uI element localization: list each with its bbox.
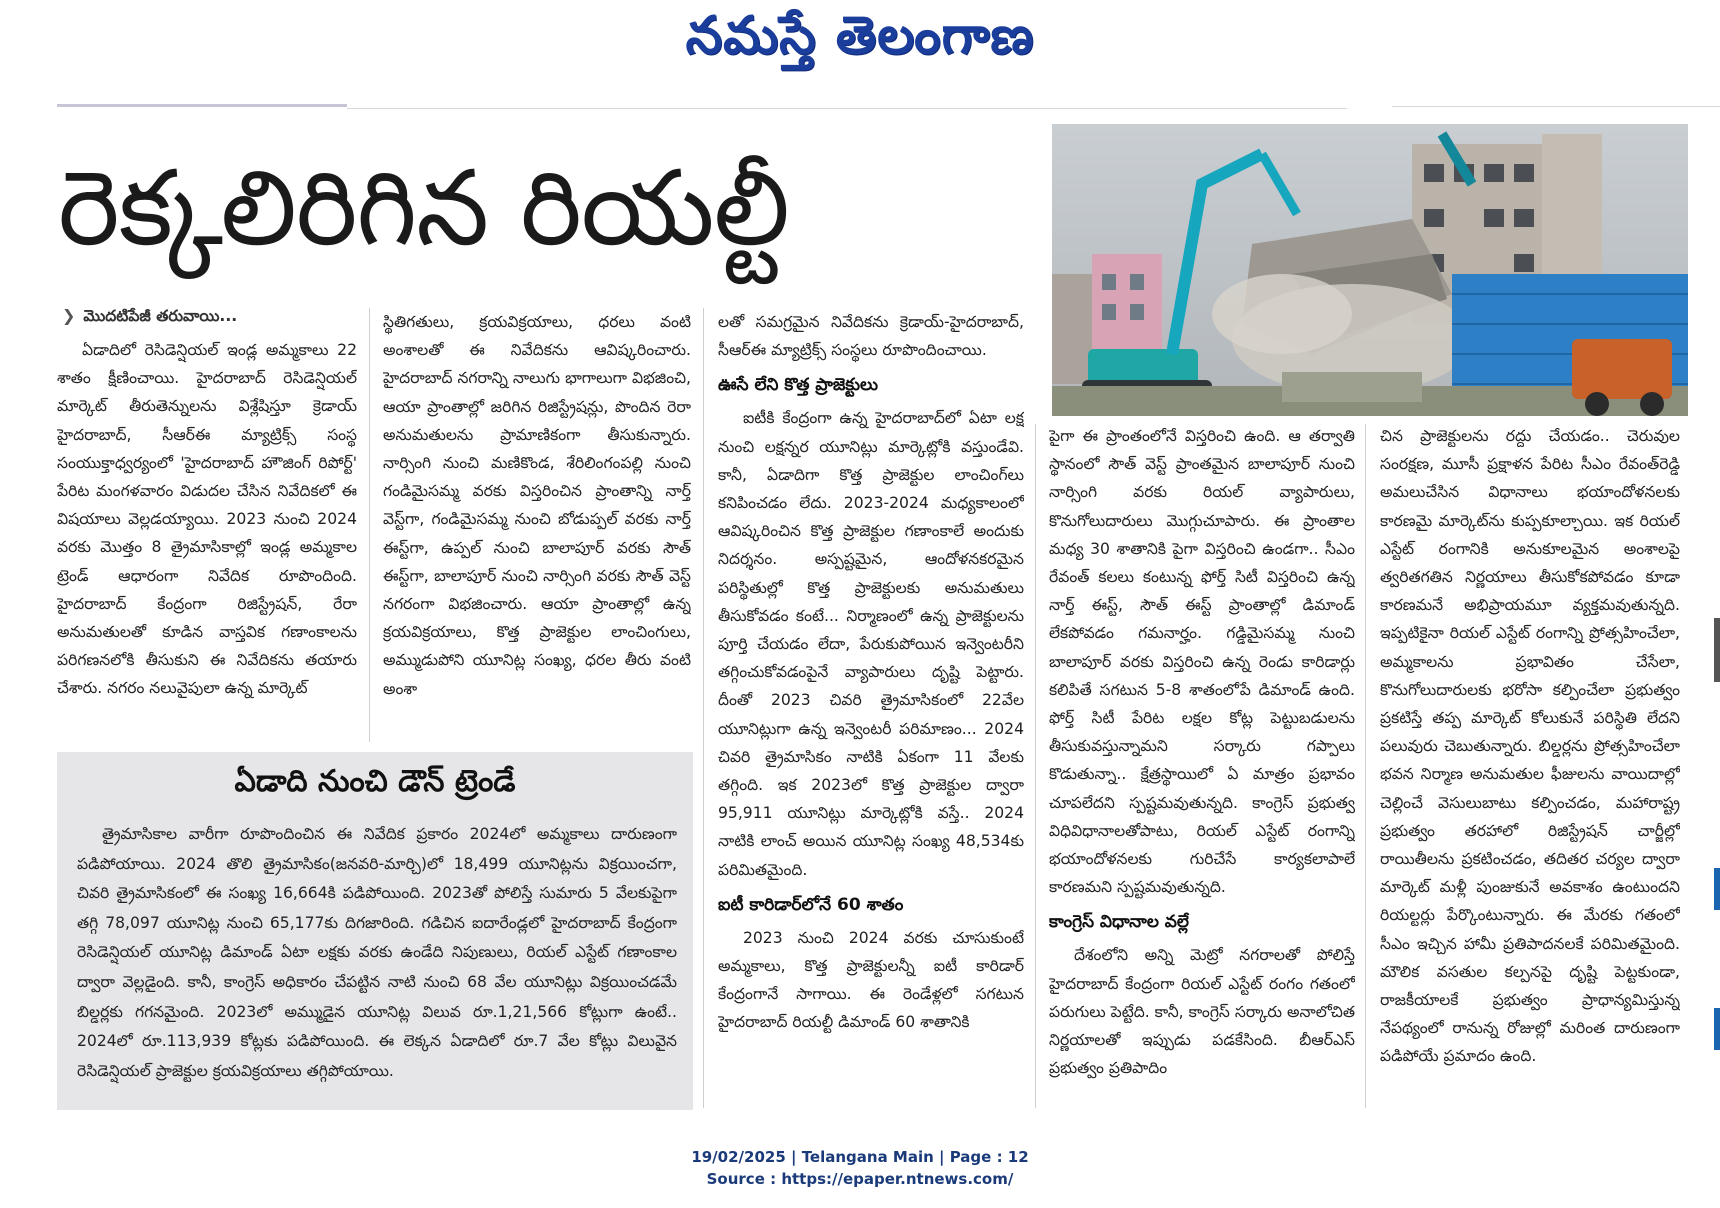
footer-source-link[interactable]: Source : https://epaper.ntnews.com/ [706,1170,1014,1188]
article-headline: రెక్కలిరిగిన రియల్టీ [58,147,789,269]
article-column-5 [1380,422,1680,1108]
masthead-rule-center [347,108,1347,109]
box-title: ఏడాది నుంచి డౌన్ ట్రెండే [234,764,516,799]
column-divider [369,308,370,742]
masthead-rule-right [1392,106,1720,107]
article-column-1 [57,336,357,740]
article-column-2 [383,308,691,740]
column-divider [1365,424,1366,1108]
column-divider [703,308,704,1108]
subheading: ఐటీ కారిడార్‌లోనే 60 శాతం [718,894,904,915]
column-divider [1035,424,1036,1108]
paragraph: పైగా ఈ ప్రాంతంలోనే విస్తరించి ఉంది. ఆ తర్వాతి స్థానంలో సౌత్ వెస్ట్ ప్రాంతమైన బాలాపూర్ నుంచి నార్సింగి వరకు రియల్ వ్యాపారులు, కొనుగోలుదారులు మొగ్గుచూపారు. ఈ ప్రాంతాల మధ్య 30 శాతానికి పైగా విస్తరించి ఉండగా.. సీఎం రేవంత్ కలలు కంటున్న ఫోర్త్ సిటీ విస్తరించి ఉన్న నార్త్ ఈస్ట్, సౌత్ ఈస్ట్ ప్రాంతాల్లో డిమాండ్ లేకపోవడం గమనార్హం. గడ్డిమైసమ్మ నుంచి బాలాపూర్ వరకు విస్తరించి ఉన్న రెండు కారిడార్లు కలిపితే సగటున 5-8 శాతంలోపే డిమాండ్ ఉంది. ఫోర్త్ సిటీ పేరిట లక్షల కోట్ల పెట్టుబడులను తీసుకువస్తున్నామని సర్కారు గప్పాలు కొడుతున్నా.. క్షేత్రస్థాయిలో ఏ మాత్రం ప్రభావం చూపలేదని స్పష్టమవుతున్నది. కాంగ్రెస్ ప్రభుత్వ విధివిధానాలతోపాటు, రియల్ ఎస్టేట్ రంగాన్ని భయాందోళనలకు గురిచేసే కార్యకలాపాలే కారణమని స్పష్టమవుతున్నది. [1049,427,1355,897]
box-body [77,820,677,1086]
paragraph: దేశంలోని అన్ని మెట్రో నగరాలతో పోలిస్తే హైదరాబాద్ కేంద్రంగా రియల్ ఎస్టేట్ రంగం గతంలో పరుగులు పెట్టేది. కానీ, కాంగ్రెస్ సర్కారు అనాలోచిత నిర్ణయాలతో ఇప్పుడు పడకేసింది. బీఆర్ఎస్ ప్రభుత్వం ప్రతిపాదిం [1049,946,1355,1078]
sidebar-box [57,752,693,1110]
masthead-logo: నమస్తే తెలంగాణ [685,6,1035,66]
kicker-text: మొదటిపేజీ తరువాయి... [83,307,238,325]
article-column-4 [1049,422,1355,1108]
subheading: ఊసే లేని కొత్త ప్రాజెక్టులు [718,375,878,396]
paragraph: ఏడాదిలో రెసిడెన్షియల్ ఇండ్ల అమ్మకాలు 22 శాతం క్షీణించాయి. హైదరాబాద్ రెసిడెన్షియల్ మార్కెట్ తీరుతెన్నులను విశ్లేషిస్తూ క్రెడాయ్ హైదరాబాద్, సీఆర్ఈ మ్యాట్రిక్స్ సంస్థ సంయుక్తాధ్వర్యంలో 'హైదరాబాద్ హౌజింగ్ రిపోర్ట్' పేరిట మంగళవారం విడుదల చేసిన నివేదికలో ఈ విషయాలు వెల్లడయ్యాయి. 2023 నుంచి 2024 వరకు మొత్తం 8 త్రైమాసికాల్లో ఇండ్ల అమ్మకాల ట్రెండ్ ఆధారంగా నివేదిక రూపొందింది. హైదరాబాద్ కేంద్రంగా రిజిస్ట్రేషన్, రేరా అనుమతులతో కూడిన వాస్తవిక గణాంకాలను పరిగణనలోకి తీసుకుని ఈ నివేదికను తయారు చేశారు. నగరం నలువైపులా ఉన్న మార్కెట్ [57,341,357,698]
edge-mark [1714,618,1720,682]
paragraph: చిన ప్రాజెక్టులను రద్దు చేయడం.. చెరువుల సంరక్షణ, మూసీ ప్రక్షాళన పేరిట సీఎం రేవంత్‌రెడ్డి అమలుచేసిన విధానాలు భయాందోళనలకు కారణమై మార్కెట్‌ను కుప్పకూల్చాయి. ఇక రియల్ ఎస్టేట్ రంగానికి అనుకూలమైన అంశాలపై త్వరితగతిన నిర్ణయాలు తీసుకోకపోవడం కూడా కారణమనే అభిప్రాయమూ వ్యక్తమవుతున్నది. ఇప్పటికైనా రియల్ ఎస్టేట్ రంగాన్ని ప్రోత్సహించేలా, అమ్మకాలను ప్రభావితం చేసేలా, కొనుగోలుదారులకు భరోసా కల్పించేలా ప్రభుత్వం ప్రకటిస్తే తప్ప మార్కెట్ కోలుకునే పరిస్థితి లేదని పలువురు చెబుతున్నారు. బిల్డర్లను ప్రోత్సహించేలా భవన నిర్మాణ అనుమతుల ఫీజులను వాయిదాల్లో చెల్లించే వెసులుబాటు కల్పించడం, మహారాష్ట్ర ప్రభుత్వం తరహాలో రిజిస్ట్రేషన్ చార్జీల్లో రాయితీలను ప్రకటించడం, తదితర చర్యల ద్వారా మార్కెట్ మళ్లీ పుంజుకునే అవకాశం ఉంటుందని రియల్టర్లు పేర్కొంటున్నారు. ఈ మేరకు గతంలో సీఎం ఇచ్చిన హామీ ప్రతిపాదనలకే పరిమితమైంది. మౌలిక వసతుల కల్పనపై దృష్టి పెట్టకుండా, రాజకీయాలకే ప్రభుత్వం ప్రాధాన్యమిస్తున్న నేపథ్యంలో రానున్న రోజుల్లో మరింత దారుణంగా పడిపోయే ప్రమాదం ఉంది. [1380,427,1680,1066]
continued-kicker [62,306,237,329]
paragraph: ఐటీకి కేంద్రంగా ఉన్న హైదరాబాద్‌లో ఏటా లక్ష నుంచి లక్షన్నర యూనిట్లు మార్కెట్లోకి వస్తుండేవి. కానీ, ఏడాదిగా కొత్త ప్రాజెక్టుల లాంచింగ్‌లు కనిపించడం లేదు. 2023-2024 మధ్యకాలంలో ఆవిష్కరించిన కొత్త ప్రాజెక్టుల గణాంకాలే అందుకు నిదర్శనం. అస్పష్టమైన, ఆందోళనకరమైన పరిస్థితుల్లో కొత్త ప్రాజెక్టులకు అనుమతులు తీసుకోవడం కంటే... నిర్మాణంలో ఉన్న ప్రాజెక్టులను పూర్తి చేయడం లేదా, పేరుకుపోయిన ఇన్వెంటరీని తగ్గించుకోవడంపైనే వ్యాపారులు దృష్టి పెట్టారు. దీంతో 2023 చివరి త్రైమాసికంలో 22వేల యూనిట్లుగా ఉన్న ఇన్వెంటరీ పరిమాణం... 2024 చివరి త్రైమాసికం నాటికి ఏకంగా 11 వేలకు తగ్గింది. ఇక 2023లో కొత్త ప్రాజెక్టుల ద్వారా 95,911 యూనిట్లు మార్కెట్లోకి వస్తే.. 2024 నాటికి లాంచ్ అయిన యూనిట్ల సంఖ్య 48,534కు పరిమితమైంది. [718,409,1024,879]
edge-mark [1714,1008,1720,1050]
edge-mark [1714,868,1720,910]
chevron-right-icon: ❯ [62,306,76,325]
page-footer [0,1146,1720,1190]
article-column-3 [718,308,1024,1108]
subheading: కాంగ్రెస్ విధానాల వల్లే [1049,912,1189,933]
paragraph: లతో సమగ్రమైన నివేదికను క్రెడాయ్-హైదరాబాద్, సీఆర్ఈ మ్యాట్రిక్స్ సంస్థలు రూపొందించాయి. [718,313,1024,360]
paragraph: స్థితిగతులు, క్రయవిక్రయాలు, ధరలు వంటి అంశాలతో ఈ నివేదికను ఆవిష్కరించారు. హైదరాబాద్ నగరాన్ని నాలుగు భాగాలుగా విభజించి, ఆయా ప్రాంతాల్లో జరిగిన రిజిస్ట్రేషన్లు, పొందిన రెరా అనుమతులను ప్రామాణికంగా తీసుకున్నారు. నార్సింగి నుంచి మణికొండ, శేరిలింగంపల్లి నుంచి గండిమైసమ్మ వరకు విస్తరించిన ప్రాంతాన్ని నార్త్ వెస్ట్‌గా, గండిమైసమ్మ నుంచి బోడుప్పల్ వరకు నార్త్ ఈస్ట్‌గా, ఉప్పల్ నుంచి బాలాపూర్ వరకు సౌత్ ఈస్ట్‌గా, బాలాపూర్ నుంచి నార్సింగి వరకు సౌత్ వెస్ట్ నగరంగా విభజించారు. ఆయా ప్రాంతాల్లో ఉన్న క్రయవిక్రయాలు, కొత్త ప్రాజెక్టుల లాంచింగులు, అమ్ముడుపోని యూనిట్ల సంఖ్య, ధరల తీరు వంటి అంశా [383,313,691,698]
demolition-photo [1052,124,1688,416]
paragraph: 2023 నుంచి 2024 వరకు చూసుకుంటే అమ్మకాలు, కొత్త ప్రాజెక్టులన్నీ ఐటీ కారిడార్ కేంద్రంగానే సాగాయి. ఈ రెండేళ్లలో సగటున హైదరాబాద్ రియల్టీ డిమాండ్ 60 శాతానికి [718,928,1024,1032]
footer-date-line: 19/02/2025 | Telangana Main | Page : 12 [691,1148,1029,1166]
paragraph: త్రైమాసికాల వారీగా రూపొందించిన ఈ నివేదిక ప్రకారం 2024లో అమ్మకాలు దారుణంగా పడిపోయాయి. 2024 తొలి త్రైమాసికం(జనవరి-మార్చి)లో 18,499 యూనిట్లను విక్రయించగా, చివరి త్రైమాసికంలో ఈ సంఖ్య 16,664కి పడిపోయింది. 2023తో పోలిస్తే సుమారు 5 వేలకుపైగా తగ్గి 78,097 యూనిట్ల నుంచి 65,177కు దిగజారింది. గడిచిన ఐదారేండ్లలో హైదరాబాద్ కేంద్రంగా రెసిడెన్షియల్ యూనిట్ల డిమాండ్ ఏటా లక్షకు వరకు ఉండేది నిపుణులు, రియల్ ఎస్టేట్ గణాంకాల ద్వారా వెల్లడైంది. కానీ, కాంగ్రెస్ అధికారం చేపట్టిన నాటి నుంచి 68 వేల యూనిట్లు విక్రయించడమే బిల్డర్లకు గగనమైంది. 2023లో అమ్ముడైన యూనిట్ల విలువ రూ.1,21,566 కోట్లుగా ఉంటే.. 2024లో రూ.113,939 కోట్లకు పడిపోయింది. ఈ లెక్కన ఏడాదిలో రూ.7 వేల కోట్లు విలువైన రెసిడెన్షియల్ ప్రాజెక్టుల క్రయవిక్రయాలు తగ్గిపోయాయి. [77,825,677,1080]
masthead-rule-left [57,104,347,107]
